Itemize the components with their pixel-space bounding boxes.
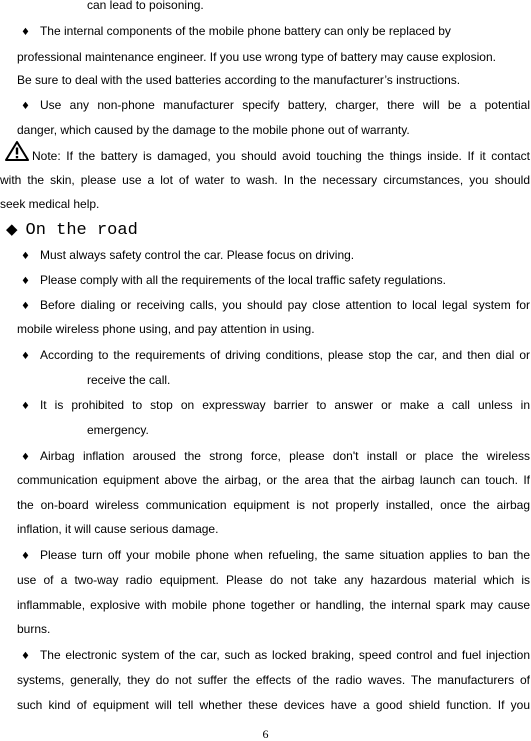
bullet-diamond-icon: ♦ — [21, 27, 30, 38]
text-line: emergency. — [87, 423, 149, 437]
text-line: inflation, it will cause serious damage. — [17, 522, 219, 536]
warning-triangle-icon — [5, 140, 29, 162]
text-line: Be sure to deal with the used batteries according to the manufacturer’s instructions. — [17, 73, 461, 87]
text-line: with the skin, please use a lot of water to wash. In the necessary circumstances, you should — [0, 173, 530, 187]
text-line: the on-board wireless communication equipment is not properly installed, once the airbag — [17, 498, 530, 512]
section-heading — [6, 219, 138, 241]
text-line: danger, which caused by the damage to the mobile phone out of warranty. — [17, 123, 410, 137]
bullet-line: ♦ The internal components of the mobile phone battery can only be replaced by — [21, 24, 451, 38]
text-line: inflammable, explosive with mobile phone together or handling, the internal spark may cause — [17, 598, 530, 612]
bullet-diamond-icon: ♦ — [21, 551, 30, 562]
heading-text: On the road — [25, 221, 138, 240]
page-number: 6 — [262, 727, 269, 741]
bullet-line: ♦ Before dialing or receiving calls, you should pay close attention to local legal system for — [21, 298, 530, 312]
bullet-diamond-icon: ♦ — [21, 351, 30, 362]
text-line: Note: If the battery is damaged, you should avoid touching the things inside. If it contact — [32, 149, 530, 163]
bullet-line: ♦ Use any non-phone manufacturer specify battery, charger, there will be a potential — [21, 98, 530, 112]
bullet-diamond-icon: ♦ — [21, 251, 30, 262]
bullet-diamond-icon: ♦ — [21, 651, 30, 662]
heading-diamond-icon: ◆ — [6, 220, 18, 238]
text-line: systems, generally, they do not suffer the effects of the radio waves. The manufacturers of — [17, 673, 530, 687]
text-line: such kind of equipment will tell whether these devices have a good shield function. If you — [17, 698, 530, 712]
bullet-diamond-icon: ♦ — [21, 101, 30, 112]
bullet-diamond-icon: ♦ — [21, 401, 30, 412]
text-line: burns. — [17, 622, 51, 636]
bullet-line: ♦ The electronic system of the car, such as locked braking, speed control and fuel injection — [21, 648, 530, 662]
bullet-diamond-icon: ♦ — [21, 276, 30, 287]
bullet-line: ♦ It is prohibited to stop on expressway barrier to answer or make a call unless in — [21, 398, 530, 412]
text-line: can lead to poisoning. — [87, 0, 204, 12]
text-line: communication equipment above the airbag, or the area that the airbag launch can touch. If — [17, 473, 530, 487]
bullet-line: ♦ Airbag inflation aroused the strong force, please don't install or place the wireless — [21, 449, 530, 463]
bullet-line: ♦ Must always safety control the car. Please focus on driving. — [21, 248, 355, 262]
bullet-line: ♦ Please comply with all the requirements of the local traffic safety regulations. — [21, 273, 446, 287]
text-line: mobile wireless phone using, and pay attention in using. — [17, 322, 315, 336]
text-line: seek medical help. — [0, 197, 100, 211]
text-line: use of a two-way radio equipment. Please do not take any hazardous material which is — [17, 573, 530, 587]
bullet-line: ♦ According to the requirements of driving conditions, please stop the car, and then dial or — [21, 348, 530, 362]
text-line: receive the call. — [87, 373, 171, 387]
bullet-diamond-icon: ♦ — [21, 452, 30, 463]
text-line: professional maintenance engineer. If you use wrong type of battery may cause explosion. — [17, 50, 496, 64]
bullet-diamond-icon: ♦ — [21, 301, 30, 312]
bullet-line: ♦ Please turn off your mobile phone when refueling, the same situation applies to ban the — [21, 548, 530, 562]
